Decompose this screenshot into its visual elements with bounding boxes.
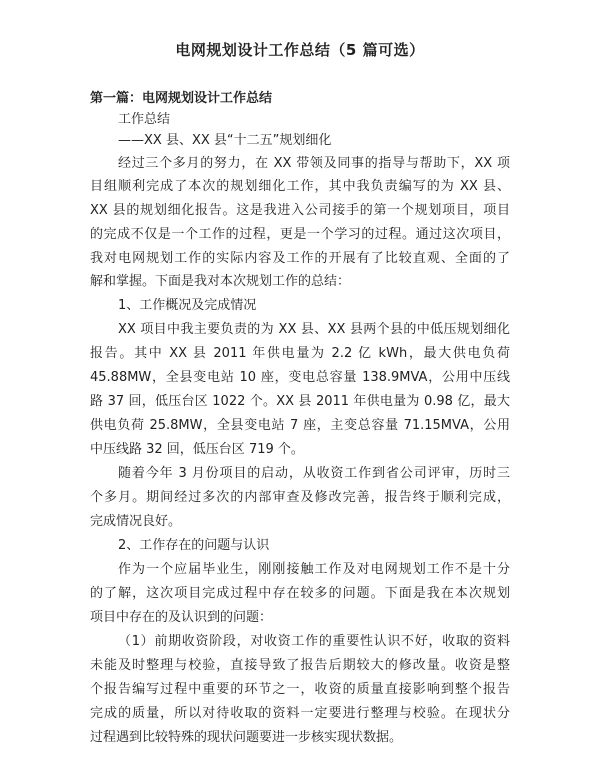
paragraph-line: 的完成不仅是一个工作的过程，更是一个学习的过程。通过这次项目， — [90, 227, 510, 242]
paragraph-line: 中压线路 32 回，低压台区 719 个。 — [90, 442, 304, 457]
paragraph-line: 目组顺利完成了本次的规划细化工作，其中我负责编写的为 XX 县、 — [90, 179, 510, 194]
subtitle-line: 工作总结 — [118, 112, 171, 127]
paragraph-line: 未能及时整理与校验，直接导致了报告后期较大的修改量。收资是整 — [90, 658, 510, 673]
paragraph-line: 完成的质量，所以对待收取的资料一定要进行整理与校验。在现状分 — [90, 706, 510, 721]
paragraph-line: 45.88MW，全县变电站 10 座，变电总容量 138.9MVA，公用中压线 — [90, 370, 510, 385]
paragraph-line: 个报告编写过程中重要的环节之一，收资的质量直接影响到整个报告 — [90, 682, 510, 697]
paragraph-line: 随着今年 3 月份项目的启动，从收资工作到省公司评审，历时三 — [118, 466, 510, 481]
paragraph-line: 解和掌握。下面是我对本次规划工作的总结： — [90, 274, 351, 289]
section-heading: 第一篇：电网规划设计工作总结 — [90, 91, 273, 106]
paragraph-line: 的了解，这次项目完成过程中存在较多的问题。下面是我在本次规划 — [90, 586, 510, 601]
paragraph-line: 路 37 回，低压台区 1022 个。XX 县 2011 年供电量为 0.98 亿，最大 — [90, 394, 510, 409]
document-title: 电网规划设计工作总结（5 篇可选） — [175, 41, 425, 59]
paragraph-line: （1）前期收资阶段，对收资工作的重要性认识不好，收取的资料 — [118, 634, 510, 649]
paragraph-line: 报告。其中 XX 县 2011 年供电量为 2.2 亿 kWh，最大供电负荷 — [90, 346, 510, 361]
paragraph-line: 项目中存在的及认识到的问题： — [90, 610, 273, 625]
paragraph-line: 完成情况良好。 — [90, 514, 182, 529]
paragraph-line: 经过三个多月的努力，在 XX 带领及同事的指导与帮助下，XX 项 — [118, 156, 510, 171]
paragraph-line: 我对电网规划工作的实际内容及工作的开展有了比较直观、全面的了 — [90, 251, 510, 266]
subtitle-line: ——XX 县、XX 县“十二五”规划细化 — [118, 133, 332, 148]
paragraph-line: 个多月。期间经过多次的内部审查及修改完善，报告终于顺利完成， — [90, 490, 510, 505]
paragraph-line: XX 县的规划细化报告。这是我进入公司接手的第一个规划项目，项目 — [90, 203, 510, 218]
paragraph-line: 供电负荷 25.8MW，全县变电站 7 座，主变总容量 71.15MVA，公用 — [90, 418, 510, 433]
paragraph-line: 过程遇到比较特殊的现状问题要进一步核实现状数据。 — [90, 730, 403, 745]
subheading-line: 2、工作存在的问题与认识 — [118, 538, 270, 553]
subheading-line: 1、工作概况及完成情况 — [118, 298, 257, 313]
paragraph-line: 作为一个应届毕业生，刚刚接触工作及对电网规划工作不是十分 — [118, 562, 510, 577]
paragraph-line: XX 项目中我主要负责的为 XX 县、XX 县两个县的中低压规划细化 — [118, 322, 510, 337]
